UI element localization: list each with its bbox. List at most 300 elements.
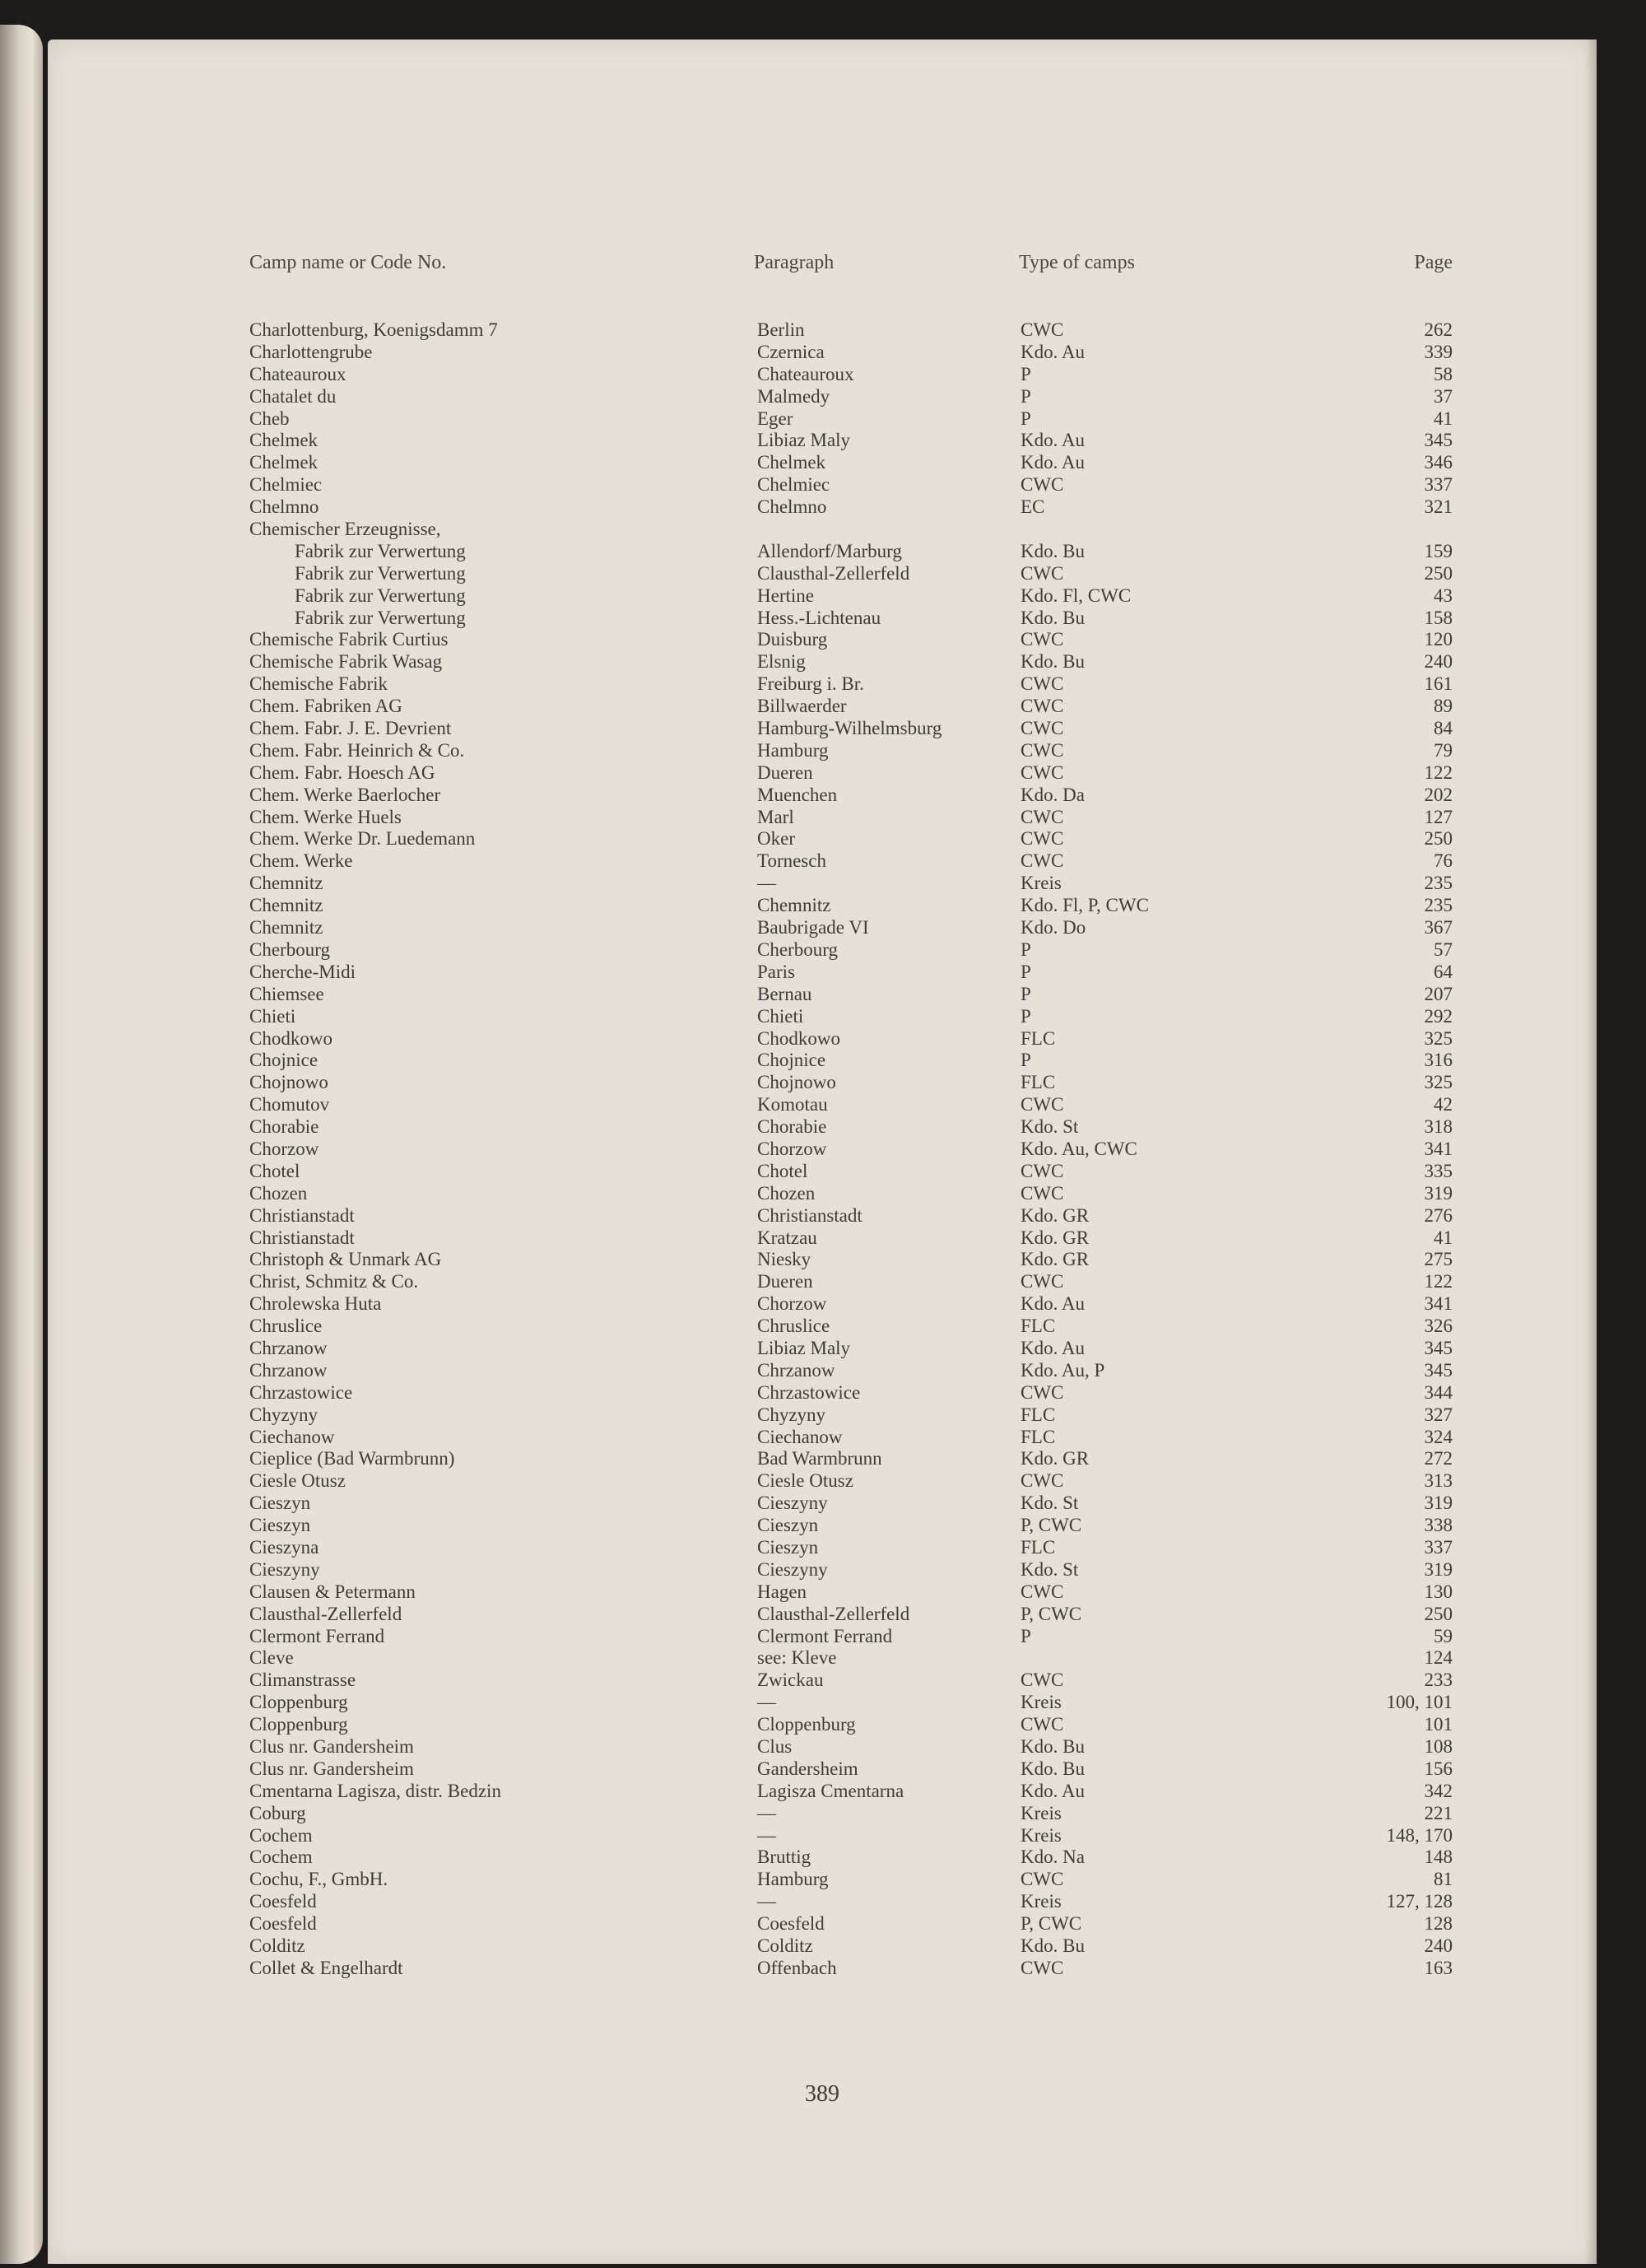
page-ref: 207 <box>1424 983 1453 1004</box>
camp-name: Chojnowo <box>249 1072 328 1093</box>
paragraph: Chozen <box>757 1182 816 1204</box>
camp-name: Chorzow <box>249 1138 319 1159</box>
page-ref: 161 <box>1424 673 1453 695</box>
index-row <box>48 1758 1597 1781</box>
paragraph: Coesfeld <box>757 1913 825 1935</box>
camp-type: CWC <box>1021 1581 1064 1602</box>
page-ref: 335 <box>1424 1160 1453 1181</box>
paragraph: Czernica <box>757 341 825 362</box>
page-ref: 321 <box>1424 496 1453 518</box>
page-ref: 76 <box>1434 850 1453 872</box>
camp-type: P, CWC <box>1021 1913 1082 1935</box>
page-ref: 156 <box>1424 1758 1453 1779</box>
header-type: Type of camps <box>1019 252 1135 273</box>
paragraph: Chateauroux <box>757 363 854 384</box>
camp-type: CWC <box>1021 1869 1064 1890</box>
page-ref: 42 <box>1434 1094 1453 1115</box>
page-ref: 367 <box>1424 917 1453 938</box>
camp-type: P <box>1021 385 1031 407</box>
camp-name: Cloppenburg <box>249 1692 348 1713</box>
camp-type: CWC <box>1021 718 1064 739</box>
camp-type: Kdo. Au, CWC <box>1021 1138 1137 1159</box>
index-row <box>48 1316 1597 1338</box>
index-row <box>48 1161 1597 1183</box>
camp-name: Ciesle Otusz <box>249 1470 346 1492</box>
paragraph: Duisburg <box>757 629 828 650</box>
paragraph: Chrzastowice <box>757 1381 861 1403</box>
camp-type: Kdo. Da <box>1021 784 1085 805</box>
index-row <box>48 1271 1597 1293</box>
index-row <box>48 319 1597 342</box>
paragraph: Clausthal-Zellerfeld <box>757 1603 910 1624</box>
camp-type: FLC <box>1021 1536 1056 1558</box>
page-ref: 79 <box>1434 739 1453 761</box>
camp-name: Chem. Werke <box>249 850 353 872</box>
index-row <box>48 430 1597 452</box>
camp-name: Chemnitz <box>249 873 323 894</box>
paragraph: Clausthal-Zellerfeld <box>757 562 910 584</box>
camp-type: CWC <box>1021 1381 1064 1403</box>
page-ref: 122 <box>1424 1271 1453 1292</box>
page-ref: 120 <box>1424 629 1453 650</box>
paragraph: Hamburg <box>757 1869 829 1890</box>
paragraph: Dueren <box>757 1271 813 1292</box>
camp-type: P <box>1021 1005 1031 1027</box>
index-row <box>48 1360 1597 1382</box>
paragraph: — <box>757 1692 776 1713</box>
index-row <box>48 1781 1597 1803</box>
camp-type: P <box>1021 961 1031 982</box>
paragraph: Hess.-Lichtenau <box>757 607 881 628</box>
paragraph: Chelmiec <box>757 474 830 496</box>
camp-type: Kdo. GR <box>1021 1204 1090 1226</box>
page-ref: 316 <box>1424 1050 1453 1071</box>
paragraph: Chorzow <box>757 1138 827 1159</box>
paragraph: Chorabie <box>757 1116 827 1138</box>
camp-name: Chomutov <box>249 1094 330 1115</box>
camp-type: Kreis <box>1021 873 1062 894</box>
camp-name: Chemnitz <box>249 895 323 916</box>
camp-name: Cieszyna <box>249 1536 319 1558</box>
page-ref: 342 <box>1424 1780 1453 1801</box>
page-ref: 240 <box>1424 1935 1453 1957</box>
column-header <box>48 252 1597 280</box>
index-row <box>48 585 1597 608</box>
camp-name: Coesfeld <box>249 1913 317 1935</box>
camp-type: Kdo. Do <box>1021 917 1086 938</box>
index-row <box>48 1847 1597 1869</box>
page-ref: 233 <box>1424 1670 1453 1691</box>
paragraph: Bad Warmbrunn <box>757 1448 882 1469</box>
camp-name: Fabrik zur Verwertung <box>295 607 466 628</box>
paragraph: Clus <box>757 1736 793 1757</box>
camp-name: Collet & Engelhardt <box>249 1957 403 1978</box>
page-ref: 313 <box>1424 1470 1453 1492</box>
page-ref: 341 <box>1424 1138 1453 1159</box>
index-row <box>48 1714 1597 1736</box>
page-ref: 108 <box>1424 1736 1453 1757</box>
camp-type: Kreis <box>1021 1824 1062 1846</box>
camp-name: Clermont Ferrand <box>249 1625 385 1646</box>
page-ref: 319 <box>1424 1493 1453 1514</box>
camp-type: Kdo. Au <box>1021 430 1085 451</box>
index-row <box>48 962 1597 984</box>
camp-type: P <box>1021 407 1031 429</box>
index-row <box>48 873 1597 895</box>
index-row <box>48 1935 1597 1958</box>
paragraph: Chyzyny <box>757 1404 826 1425</box>
camp-name: Chem. Fabr. Heinrich & Co. <box>249 739 465 761</box>
page-ref: 250 <box>1424 1603 1453 1624</box>
page-ref: 37 <box>1434 385 1453 407</box>
camp-name: Cieszyn <box>249 1493 311 1514</box>
index-row <box>48 1183 1597 1205</box>
camp-type: FLC <box>1021 1316 1056 1337</box>
page-ref: 158 <box>1424 607 1453 628</box>
camp-type: P, CWC <box>1021 1603 1082 1624</box>
paragraph: — <box>757 873 776 894</box>
camp-name: Christ, Schmitz & Co. <box>249 1271 419 1292</box>
camp-name: Christoph & Unmark AG <box>249 1249 442 1270</box>
camp-type: CWC <box>1021 1182 1064 1204</box>
camp-type: Kdo. St <box>1021 1558 1079 1580</box>
camp-name: Chemischer Erzeugnisse, <box>249 519 441 540</box>
paragraph: Libiaz Maly <box>757 1337 851 1358</box>
camp-type: Kdo. Fl, CWC <box>1021 584 1132 606</box>
camp-type: P, CWC <box>1021 1515 1082 1536</box>
page-ref: 124 <box>1424 1647 1453 1669</box>
index-row <box>48 1869 1597 1891</box>
camp-name: Cieszyny <box>249 1558 320 1580</box>
index-row <box>48 939 1597 962</box>
page-ref: 221 <box>1424 1802 1453 1823</box>
camp-type: CWC <box>1021 1670 1064 1691</box>
camp-type: Kdo. Au <box>1021 1780 1085 1801</box>
camp-name: Chojnice <box>249 1050 319 1071</box>
camp-name: Chiemsee <box>249 983 324 1004</box>
index-row <box>48 1427 1597 1449</box>
index-row <box>48 1094 1597 1116</box>
camp-type: CWC <box>1021 850 1064 872</box>
paragraph: Billwaerder <box>757 696 847 717</box>
index-row <box>48 629 1597 651</box>
camp-name: Christianstadt <box>249 1204 355 1226</box>
camp-type: CWC <box>1021 739 1064 761</box>
index-row <box>48 452 1597 474</box>
camp-type: CWC <box>1021 1470 1064 1492</box>
camp-name: Fabrik zur Verwertung <box>295 540 466 561</box>
index-row <box>48 1736 1597 1758</box>
index-row <box>48 1448 1597 1470</box>
camp-name: Colditz <box>249 1935 305 1957</box>
index-row <box>48 1116 1597 1139</box>
index-row <box>48 740 1597 762</box>
index-row <box>48 828 1597 850</box>
camp-name: Cherbourg <box>249 938 330 960</box>
paragraph: Cieszyny <box>757 1493 828 1514</box>
camp-type: CWC <box>1021 629 1064 650</box>
camp-type: Kreis <box>1021 1692 1062 1713</box>
camp-name: Chrolewska Huta <box>249 1293 382 1315</box>
camp-name: Charlottenburg, Koenigsdamm 7 <box>249 319 498 340</box>
camp-name: Chotel <box>249 1160 300 1181</box>
camp-name: Chieti <box>249 1005 296 1027</box>
paragraph: Lagisza Cmentarna <box>757 1780 904 1801</box>
page-ref: 159 <box>1424 540 1453 561</box>
index-row <box>48 1803 1597 1825</box>
index-row <box>48 408 1597 431</box>
page-ref: 122 <box>1424 761 1453 783</box>
camp-name: Chozen <box>249 1182 308 1204</box>
header-paragraph: Paragraph <box>754 252 835 273</box>
index-row <box>48 807 1597 829</box>
index-row <box>48 496 1597 519</box>
index-row <box>48 1072 1597 1094</box>
paragraph: Hertine <box>757 584 814 606</box>
camp-type: CWC <box>1021 696 1064 717</box>
camp-name: Ciechanow <box>249 1426 335 1447</box>
camp-name: Chemnitz <box>249 917 323 938</box>
paragraph: Chelmek <box>757 452 826 473</box>
page-ref: 318 <box>1424 1116 1453 1138</box>
index-row <box>48 563 1597 585</box>
camp-name: Chem. Fabr. Hoesch AG <box>249 761 435 783</box>
paragraph: Hamburg-Wilhelmsburg <box>757 718 942 739</box>
index-row <box>48 1139 1597 1161</box>
index-row <box>48 1559 1597 1581</box>
page-ref: 127 <box>1424 806 1453 827</box>
page-ref: 341 <box>1424 1293 1453 1315</box>
paragraph: Freiburg i. Br. <box>757 673 864 695</box>
index-row <box>48 696 1597 718</box>
camp-name: Cieszyn <box>249 1515 311 1536</box>
camp-type: Kdo. Au <box>1021 1337 1085 1358</box>
camp-name: Cieplice (Bad Warmbrunn) <box>249 1448 455 1469</box>
camp-name: Chrzanow <box>249 1359 328 1381</box>
page-ref: 235 <box>1424 895 1453 916</box>
camp-name: Chrzastowice <box>249 1381 353 1403</box>
index-row <box>48 474 1597 496</box>
camp-type: P <box>1021 1050 1031 1071</box>
index-row <box>48 342 1597 364</box>
page-ref: 148, 170 <box>1386 1824 1453 1846</box>
index-row <box>48 1515 1597 1537</box>
paragraph: Kratzau <box>757 1227 817 1248</box>
camp-type: CWC <box>1021 1714 1064 1735</box>
index-row <box>48 1028 1597 1050</box>
camp-type: CWC <box>1021 1160 1064 1181</box>
paragraph: Chodkowo <box>757 1027 840 1049</box>
paragraph: Chelmno <box>757 496 827 518</box>
page-ref: 337 <box>1424 474 1453 496</box>
page-ref: 84 <box>1434 718 1453 739</box>
index-row <box>48 1537 1597 1559</box>
index-row <box>48 1647 1597 1670</box>
paragraph: Eger <box>757 407 793 429</box>
index-row <box>48 364 1597 386</box>
paragraph: Zwickau <box>757 1670 824 1691</box>
camp-name: Fabrik zur Verwertung <box>295 562 466 584</box>
camp-type: P <box>1021 363 1031 384</box>
page-ref: 325 <box>1424 1072 1453 1093</box>
camp-type: P <box>1021 938 1031 960</box>
camp-type: FLC <box>1021 1426 1056 1447</box>
index-row <box>48 1293 1597 1316</box>
index-row <box>48 1493 1597 1515</box>
index-row <box>48 1227 1597 1250</box>
index-row <box>48 1825 1597 1847</box>
camp-name: Chem. Werke Huels <box>249 806 402 827</box>
paragraph: Dueren <box>757 761 813 783</box>
paragraph: Muenchen <box>757 784 838 805</box>
camp-type: CWC <box>1021 673 1064 695</box>
camp-name: Chelmiec <box>249 474 323 496</box>
paragraph: Niesky <box>757 1249 811 1270</box>
page-ref: 337 <box>1424 1536 1453 1558</box>
camp-type: Kdo. Au <box>1021 452 1085 473</box>
index-row <box>48 1338 1597 1360</box>
page-ref: 250 <box>1424 562 1453 584</box>
index-row <box>48 850 1597 873</box>
camp-type: Kreis <box>1021 1891 1062 1912</box>
camp-name: Chorabie <box>249 1116 319 1138</box>
page-ref: 57 <box>1434 938 1453 960</box>
paragraph: Chemnitz <box>757 895 831 916</box>
page-ref: 276 <box>1424 1204 1453 1226</box>
page-ref: 41 <box>1434 1227 1453 1248</box>
index-row <box>48 1891 1597 1913</box>
camp-type: Kdo. Bu <box>1021 1935 1085 1957</box>
page-ref: 272 <box>1424 1448 1453 1469</box>
camp-name: Chem. Werke Dr. Luedemann <box>249 828 476 850</box>
camp-type: CWC <box>1021 562 1064 584</box>
camp-type: Kdo. Na <box>1021 1847 1085 1868</box>
page-number: 389 <box>805 2081 839 2107</box>
camp-name: Coburg <box>249 1802 306 1823</box>
page-ref: 346 <box>1424 452 1453 473</box>
page-ref: 202 <box>1424 784 1453 805</box>
camp-name: Clausthal-Zellerfeld <box>249 1603 402 1624</box>
page-ref: 345 <box>1424 1359 1453 1381</box>
page-ref: 319 <box>1424 1558 1453 1580</box>
index-row <box>48 1581 1597 1604</box>
page-ref: 339 <box>1424 341 1453 362</box>
paragraph: — <box>757 1802 776 1823</box>
paragraph: Komotau <box>757 1094 828 1115</box>
camp-type: CWC <box>1021 806 1064 827</box>
camp-name: Chelmek <box>249 452 319 473</box>
paragraph: Chojnice <box>757 1050 826 1071</box>
index-row <box>48 984 1597 1006</box>
paragraph: Malmedy <box>757 385 830 407</box>
index-row <box>48 1626 1597 1648</box>
camp-type: Kdo. Fl, P, CWC <box>1021 895 1149 916</box>
index-row <box>48 651 1597 673</box>
camp-name: Cochem <box>249 1847 313 1868</box>
paragraph: Libiaz Maly <box>757 430 851 451</box>
camp-name: Chem. Fabriken AG <box>249 696 402 717</box>
paragraph: Chorzow <box>757 1293 827 1315</box>
page-ref: 64 <box>1434 961 1453 982</box>
index-table <box>48 319 1597 1980</box>
page-ref: 43 <box>1434 584 1453 606</box>
camp-name: Cmentarna Lagisza, distr. Bedzin <box>249 1780 501 1801</box>
paragraph: Chotel <box>757 1160 808 1181</box>
camp-name: Chyzyny <box>249 1404 319 1425</box>
page-ref: 130 <box>1424 1581 1453 1602</box>
paragraph: Ciesle Otusz <box>757 1470 853 1492</box>
index-row <box>48 1692 1597 1714</box>
index-row <box>48 519 1597 541</box>
camp-type: Kdo. Bu <box>1021 1758 1085 1779</box>
camp-name: Clus nr. Gandersheim <box>249 1758 414 1779</box>
camp-type: Kdo. Au <box>1021 341 1085 362</box>
camp-type: FLC <box>1021 1027 1056 1049</box>
camp-name: Chrzanow <box>249 1337 328 1358</box>
paragraph: Cieszyn <box>757 1536 819 1558</box>
camp-type: CWC <box>1021 474 1064 496</box>
paragraph: Elsnig <box>757 651 806 673</box>
camp-name: Chodkowo <box>249 1027 332 1049</box>
paragraph: Berlin <box>757 319 805 340</box>
camp-type: Kreis <box>1021 1802 1062 1823</box>
camp-name: Cherche-Midi <box>249 961 356 982</box>
page-ref: 325 <box>1424 1027 1453 1049</box>
camp-type: EC <box>1021 496 1045 518</box>
page-ref: 344 <box>1424 1381 1453 1403</box>
paragraph: Cherbourg <box>757 938 838 960</box>
camp-type: Kdo. Bu <box>1021 607 1085 628</box>
index-row <box>48 1205 1597 1227</box>
index-row <box>48 762 1597 785</box>
camp-type: Kdo. St <box>1021 1493 1079 1514</box>
camp-name: Climanstrasse <box>249 1670 356 1691</box>
index-row <box>48 718 1597 740</box>
page-ref: 250 <box>1424 828 1453 850</box>
paragraph: Tornesch <box>757 850 826 872</box>
paragraph: Ciechanow <box>757 1426 843 1447</box>
index-row <box>48 785 1597 807</box>
paragraph: Christianstadt <box>757 1204 863 1226</box>
paragraph: Hagen <box>757 1581 807 1602</box>
camp-name: Chemische Fabrik Wasag <box>249 651 443 673</box>
paragraph: Bruttig <box>757 1847 811 1868</box>
page-ref: 262 <box>1424 319 1453 340</box>
index-row <box>48 673 1597 696</box>
index-row <box>48 608 1597 630</box>
page-ref: 345 <box>1424 1337 1453 1358</box>
camp-name: Cochu, F., GmbH. <box>249 1869 388 1890</box>
paragraph: Gandersheim <box>757 1758 858 1779</box>
camp-type: Kdo. Bu <box>1021 540 1085 561</box>
page-ref: 345 <box>1424 430 1453 451</box>
paragraph: Cloppenburg <box>757 1714 856 1735</box>
camp-type: FLC <box>1021 1072 1056 1093</box>
camp-type: FLC <box>1021 1404 1056 1425</box>
camp-name: Chruslice <box>249 1316 323 1337</box>
paragraph: Chieti <box>757 1005 804 1027</box>
camp-type: CWC <box>1021 828 1064 850</box>
camp-name: Christianstadt <box>249 1227 355 1248</box>
camp-name: Chateauroux <box>249 363 346 384</box>
camp-name: Chemische Fabrik <box>249 673 388 695</box>
index-row <box>48 1913 1597 1935</box>
camp-name: Cleve <box>249 1647 294 1669</box>
camp-type: CWC <box>1021 761 1064 783</box>
camp-name: Chem. Werke Baerlocher <box>249 784 441 805</box>
camp-name: Clausen & Petermann <box>249 1581 416 1602</box>
camp-type: Kdo. Au <box>1021 1293 1085 1315</box>
